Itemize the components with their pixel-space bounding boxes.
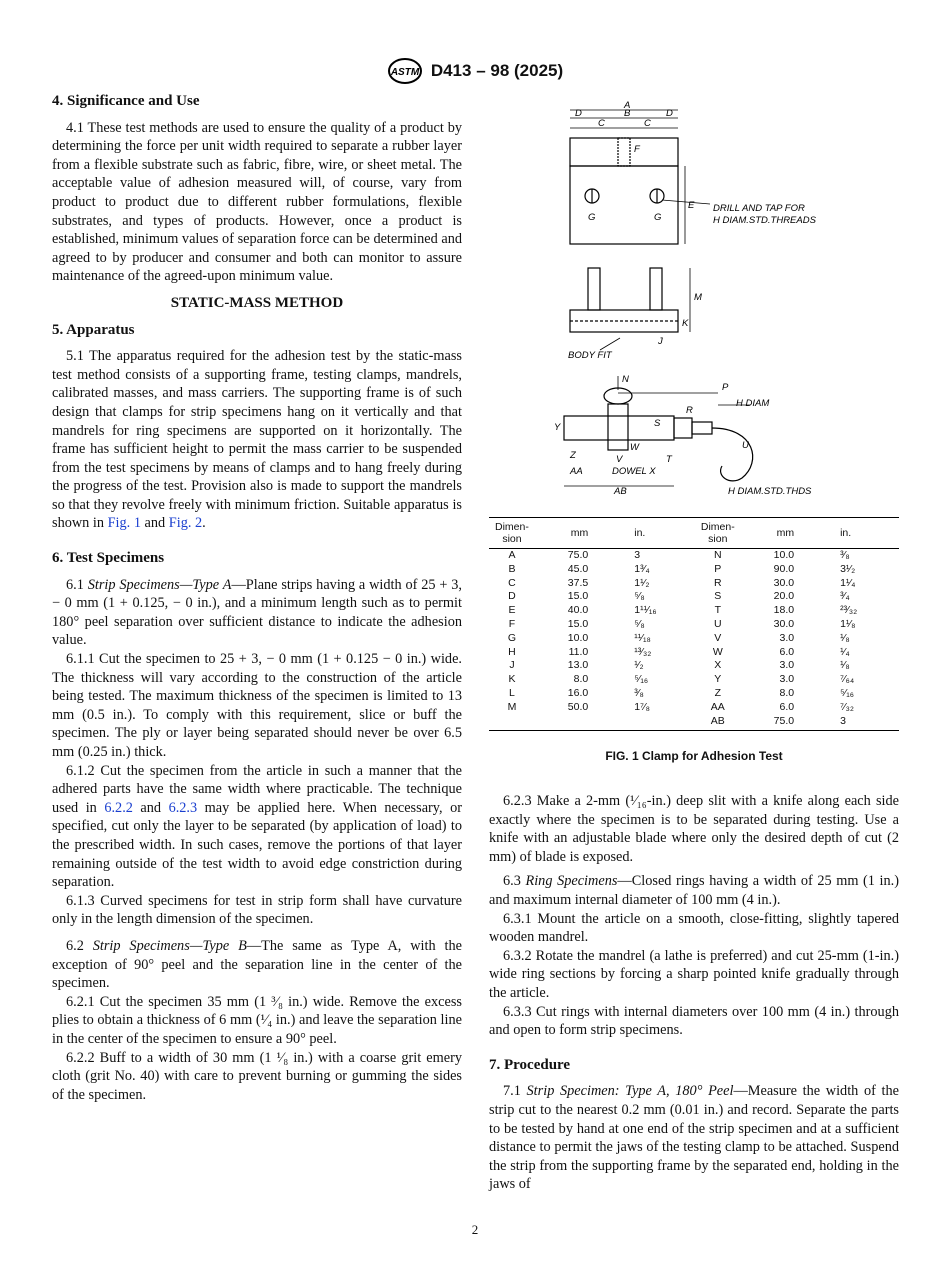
dowel-label: DOWEL X — [612, 466, 656, 477]
page-header — [0, 58, 950, 84]
table-cell: 37.5 — [567, 576, 589, 589]
table-cell: ³⁄₈ — [840, 549, 850, 561]
table-cell: 30.0 — [773, 576, 795, 589]
paragraph-6-3-3: 6.3.3 Cut rings with internal diameters over 100 mm (4 in.) through and open to form strip specimens. — [489, 1003, 899, 1039]
table-row — [489, 687, 899, 701]
table-cell: 40.0 — [567, 604, 589, 617]
table-cell: 1⁷⁄₈ — [634, 700, 650, 713]
label-S: S — [654, 418, 661, 429]
table-cell: 6.0 — [779, 645, 795, 658]
table-cell: 90.0 — [773, 562, 795, 575]
label-K: K — [682, 318, 689, 329]
table-cell: 8.0 — [573, 673, 589, 686]
table-cell: 18.0 — [773, 604, 795, 617]
table-cell: S — [714, 590, 722, 603]
h-thds-label: H DIAM.STD.THDS — [728, 486, 812, 497]
table-cell: 50.0 — [567, 700, 589, 713]
paragraph-6-2: 6.2 Strip Specimens—Type B—The same as Type A, with the exception of 90° peel and the separation line in the center of the specimen. — [52, 937, 462, 992]
dimension-table — [489, 517, 899, 731]
table-cell: 8.0 — [779, 686, 795, 699]
table-cell: 1¹¹⁄₁₆ — [634, 604, 657, 617]
col-header: in. — [810, 518, 899, 549]
label-AB: AB — [614, 486, 627, 497]
table-cell: X — [714, 659, 722, 672]
table-cell: 15.0 — [567, 617, 589, 630]
table-cell: 3.0 — [779, 631, 795, 644]
table-cell: ⁷⁄₆₄ — [840, 673, 855, 686]
table-cell: ¹⁄₂ — [634, 659, 644, 672]
label-AA: AA — [570, 466, 583, 477]
table-row — [489, 549, 899, 563]
table-row — [489, 673, 899, 687]
left-column — [52, 92, 462, 1104]
astm-logo-icon — [387, 58, 423, 84]
col-header: mm — [741, 518, 810, 549]
table-cell: ¹⁄₄ — [840, 645, 850, 658]
paragraph-6-2-3: 6.2.3 Make a 2-mm (¹⁄₁₆-in.) deep slit with a knife along each side exactly where the specimen is to be separated during testing. Use a knife with an adjustable blade where only the desired depth of cut (2 mm) of blade is exposed. — [489, 793, 899, 865]
table-cell: L — [509, 686, 515, 699]
svg-text:ASTM: ASTM — [390, 67, 419, 78]
table-cell: 11.0 — [568, 645, 589, 658]
table-cell: V — [714, 631, 722, 644]
table-cell: J — [509, 659, 515, 672]
label-G-left: G — [588, 212, 596, 223]
table-cell: 20.0 — [773, 590, 795, 603]
table-cell: E — [508, 604, 516, 617]
label-U: U — [742, 440, 749, 451]
label-T: T — [666, 454, 672, 465]
paragraph-6-2-2: 6.2.2 Buff to a width of 30 mm (1 ¹⁄₈ in.) with a coarse grit emery cloth (grit No. 40) with care to prevent burning or gumming the sides of the specimen. — [52, 1049, 462, 1103]
table-cell: ¹³⁄₃₂ — [634, 645, 652, 658]
paragraph-6-1: 6.1 Strip Specimens—Type A—Plane strips having a width of 25 + 3, − 0 mm (1 + 0.125, − 0 in.), and a minimum length such as to permit 180° peel separation over sufficient distance to indicate the adhesion value. — [52, 576, 463, 649]
section-5-title: 5. Apparatus — [52, 321, 135, 338]
body-fit-label: BODY FIT — [568, 350, 612, 361]
table-cell: K — [508, 673, 516, 686]
table-cell: AB — [695, 715, 741, 731]
ref-6-2-2-link[interactable]: 6.2.2 — [104, 799, 133, 816]
table-cell: P — [714, 562, 722, 575]
paragraph-7-1: 7.1 Strip Specimen: Type A, 180° Peel—Measure the width of the strip cut to the nearest 0.2 mm (0.01 in.) and record. Separate the parts to be tested by hand at one end of the strip specimen and at a sufficient distance to permit the jaws of the testing clamp to be attached. Suspend the strip from the supporting frame by the separated end, holding in the jaws of — [489, 1083, 899, 1193]
table-cell: 3¹⁄₂ — [840, 562, 856, 575]
table-row — [489, 701, 899, 715]
table-row — [489, 715, 899, 731]
table-cell: W — [712, 645, 723, 658]
label-D-right: D — [666, 108, 673, 119]
paragraph-4-1: 4.1 These test methods are used to ensure the quality of a product by determining the force per unit width required to separate a rubber layer from a flexible substrate such as fabric, fibre, wire, or sheet metal. The acceptable value of adhesion measured will, of course, vary from product to product due to different rubber formulations, flexible substrates, and types of products. However, once a product is established, minimum values of separation force can be determined and agreed to by producer and consumer and both can monitor to assure maintenance of the agreed-upon minimum value. — [52, 119, 462, 285]
section-7-title: 7. Procedure — [489, 1056, 571, 1073]
table-cell: U — [714, 617, 722, 630]
table-cell: N — [714, 549, 722, 561]
drill-label-1: DRILL AND TAP FOR — [713, 203, 805, 214]
label-A: A — [624, 100, 631, 111]
static-mass-method-heading: STATIC-MASS METHOD — [170, 294, 344, 311]
table-cell: ³⁄₈ — [634, 686, 644, 699]
table-cell: 30.0 — [773, 617, 795, 630]
table-cell: F — [508, 617, 516, 630]
label-Y: Y — [554, 422, 561, 433]
table-cell: 3.0 — [779, 659, 795, 672]
label-J: J — [658, 336, 663, 347]
table-cell — [489, 715, 535, 731]
col-header: in. — [604, 518, 695, 549]
paragraph-6-3-1: 6.3.1 Mount the article on a smooth, close-fitting, slightly tapered wooden mandrel. — [489, 910, 899, 946]
table-cell — [604, 715, 695, 731]
table-cell: ⁷⁄₃₂ — [840, 700, 854, 713]
table-row — [489, 604, 899, 618]
table-cell: 13.0 — [567, 659, 589, 672]
table-cell: 3.0 — [779, 673, 795, 686]
paragraph-6-3: 6.3 Ring Specimens—Closed rings having a width of 25 mm (1 in.) and maximum internal diameter of 100 mm (4 in.). — [489, 873, 899, 908]
table-cell: ³⁄₄ — [840, 590, 850, 603]
table-cell: 16.0 — [567, 686, 589, 699]
table-row — [489, 563, 899, 577]
table-cell: Y — [714, 673, 722, 686]
table-cell: ⁵⁄₈ — [634, 617, 645, 630]
table-cell: T — [714, 604, 722, 617]
right-column — [489, 792, 899, 1194]
paragraph-6-2-1: 6.2.1 Cut the specimen 35 mm (1 ³⁄₈ in.) wide. Remove the excess plies to obtain a thickness of 6 mm (¹⁄₄ in.) and leave the separation line in the center of the specimen to ensure a 90° peel. — [52, 993, 462, 1047]
figure-caption: FIG. 1 Clamp for Adhesion Test — [605, 749, 783, 763]
label-R: R — [686, 405, 693, 416]
paragraph-6-1-3: 6.1.3 Curved specimens for test in strip form shall have curvature only in the length dimension of the specimen. — [52, 892, 462, 928]
label-F: F — [634, 144, 640, 155]
table-cell: 10.0 — [773, 549, 795, 561]
table-cell: R — [714, 576, 722, 589]
table-cell: 1¹⁄₈ — [840, 617, 856, 630]
table-cell: ¹⁄₈ — [840, 659, 850, 672]
paragraph-6-3-2: 6.3.2 Rotate the mandrel (a lathe is preferred) and cut 25-mm (1-in.) wide ring sections by forcing a sharp pointed knife gradually through the article. — [489, 947, 899, 1001]
table-cell: M — [507, 700, 517, 713]
table-cell: 1¹⁄₄ — [840, 576, 856, 589]
table-cell: D — [508, 590, 516, 603]
document-id: D413 – 98 (2025) — [430, 61, 564, 80]
label-N: N — [622, 374, 629, 385]
table-cell: 45.0 — [567, 562, 589, 575]
table-row — [489, 590, 899, 604]
clamp-drawing — [550, 100, 850, 500]
table-cell: ⁵⁄₈ — [634, 590, 645, 603]
table-cell: 1¹⁄₂ — [634, 576, 650, 589]
label-D-left: D — [575, 108, 582, 119]
table-row — [489, 659, 899, 673]
label-V: V — [616, 454, 623, 465]
table-row — [489, 632, 899, 646]
label-B: B — [624, 108, 631, 119]
label-P: P — [722, 382, 729, 393]
label-E: E — [688, 200, 695, 211]
label-C-right: C — [644, 118, 651, 129]
table-cell: Z — [714, 686, 722, 699]
table-row — [489, 618, 899, 632]
col-header: mm — [535, 518, 604, 549]
table-cell: 75.0 — [741, 715, 810, 731]
table-cell: ²³⁄₃₂ — [840, 604, 858, 617]
table-cell: B — [508, 562, 516, 575]
fig-1-link[interactable]: Fig. 1 — [107, 515, 141, 532]
table-cell: ⁵⁄₁₆ — [634, 673, 649, 686]
table-cell: 6.0 — [779, 700, 795, 713]
label-Z: Z — [570, 450, 576, 461]
table-cell: 1³⁄₄ — [634, 562, 650, 575]
ref-6-2-3-link[interactable]: 6.2.3 — [168, 799, 198, 816]
table-row — [489, 577, 899, 591]
col-header: Dimen-sion — [695, 518, 741, 549]
paragraph-6-1-1: 6.1.1 Cut the specimen to 25 + 3, − 0 mm (1 + 0.125 − 0 in.) wide. The thickness will vary according to the construction of the article being tested. The maximum thickness of the specimen is limited to 13 mm (0.5 in.). To comply with this requirement, slice or buff the specimen. The ply or layer being separated should never be over 6.5 mm (0.25 in.) thick. — [52, 651, 462, 760]
fig-2-link[interactable]: Fig. 2 — [168, 515, 203, 532]
table-cell — [535, 715, 604, 731]
table-cell: AA — [710, 700, 725, 713]
table-cell: C — [508, 576, 516, 589]
label-M: M — [694, 292, 702, 303]
table-cell: 75.0 — [567, 549, 589, 561]
label-W: W — [630, 442, 639, 453]
table-cell: H — [508, 645, 516, 658]
section-6-title: 6. Test Specimens — [52, 550, 165, 567]
dimension-table-header — [489, 518, 899, 549]
paragraph-6-1-2: 6.1.2 Cut the specimen from the article in such a manner that the adhered parts have the same width where practicable. The technique used in 6.2.2 and 6.2.3 may be applied here. When necessary, or specified, cut only the layer to be separated (by application of load) to the prescribed width. In such cases, remove the portions of that layer remaining outside of the test width to avoid edge constriction during separation. — [52, 762, 462, 891]
table-cell: 3 — [810, 715, 899, 731]
table-cell: ¹⁄₈ — [840, 631, 850, 644]
table-cell: 15.0 — [567, 590, 589, 603]
section-4-title: 4. Significance and Use — [52, 93, 200, 109]
label-G-right: G — [654, 212, 662, 223]
page-number: 2 — [471, 1222, 479, 1237]
h-diam-label: H DIAM — [736, 398, 770, 409]
col-header: Dimen-sion — [489, 518, 535, 549]
table-cell: ¹¹⁄₁₈ — [634, 631, 651, 644]
paragraph-5-1: 5.1 The apparatus required for the adhesion test by the static-mass test method consists of a supporting frame, testing clamps, mandrels, calibrated masses, and mass carriers. The supporting frame is of such design that clamps for strip specimens hang on it vertically and that mandrels for ring specimens are supported on it horizontally. The frame has sufficient height to permit the mass carrier to be suspended from the test specimens by means of clamps and to hang freely during the progress of the test. Provision also is made to support the mandrels so that they revolve freely with minimum friction. Suitable apparatus is shown in Fig. 1 and Fig. 2. — [52, 348, 462, 532]
table-cell: 10.0 — [567, 631, 589, 644]
drill-label-2: H DIAM.STD.THREADS — [713, 215, 816, 226]
table-cell: ⁵⁄₁₆ — [840, 686, 854, 699]
label-C-left: C — [598, 118, 605, 129]
table-cell: G — [507, 631, 517, 644]
table-cell: A — [508, 549, 516, 561]
table-row — [489, 646, 899, 660]
table-cell: 3 — [634, 549, 641, 561]
